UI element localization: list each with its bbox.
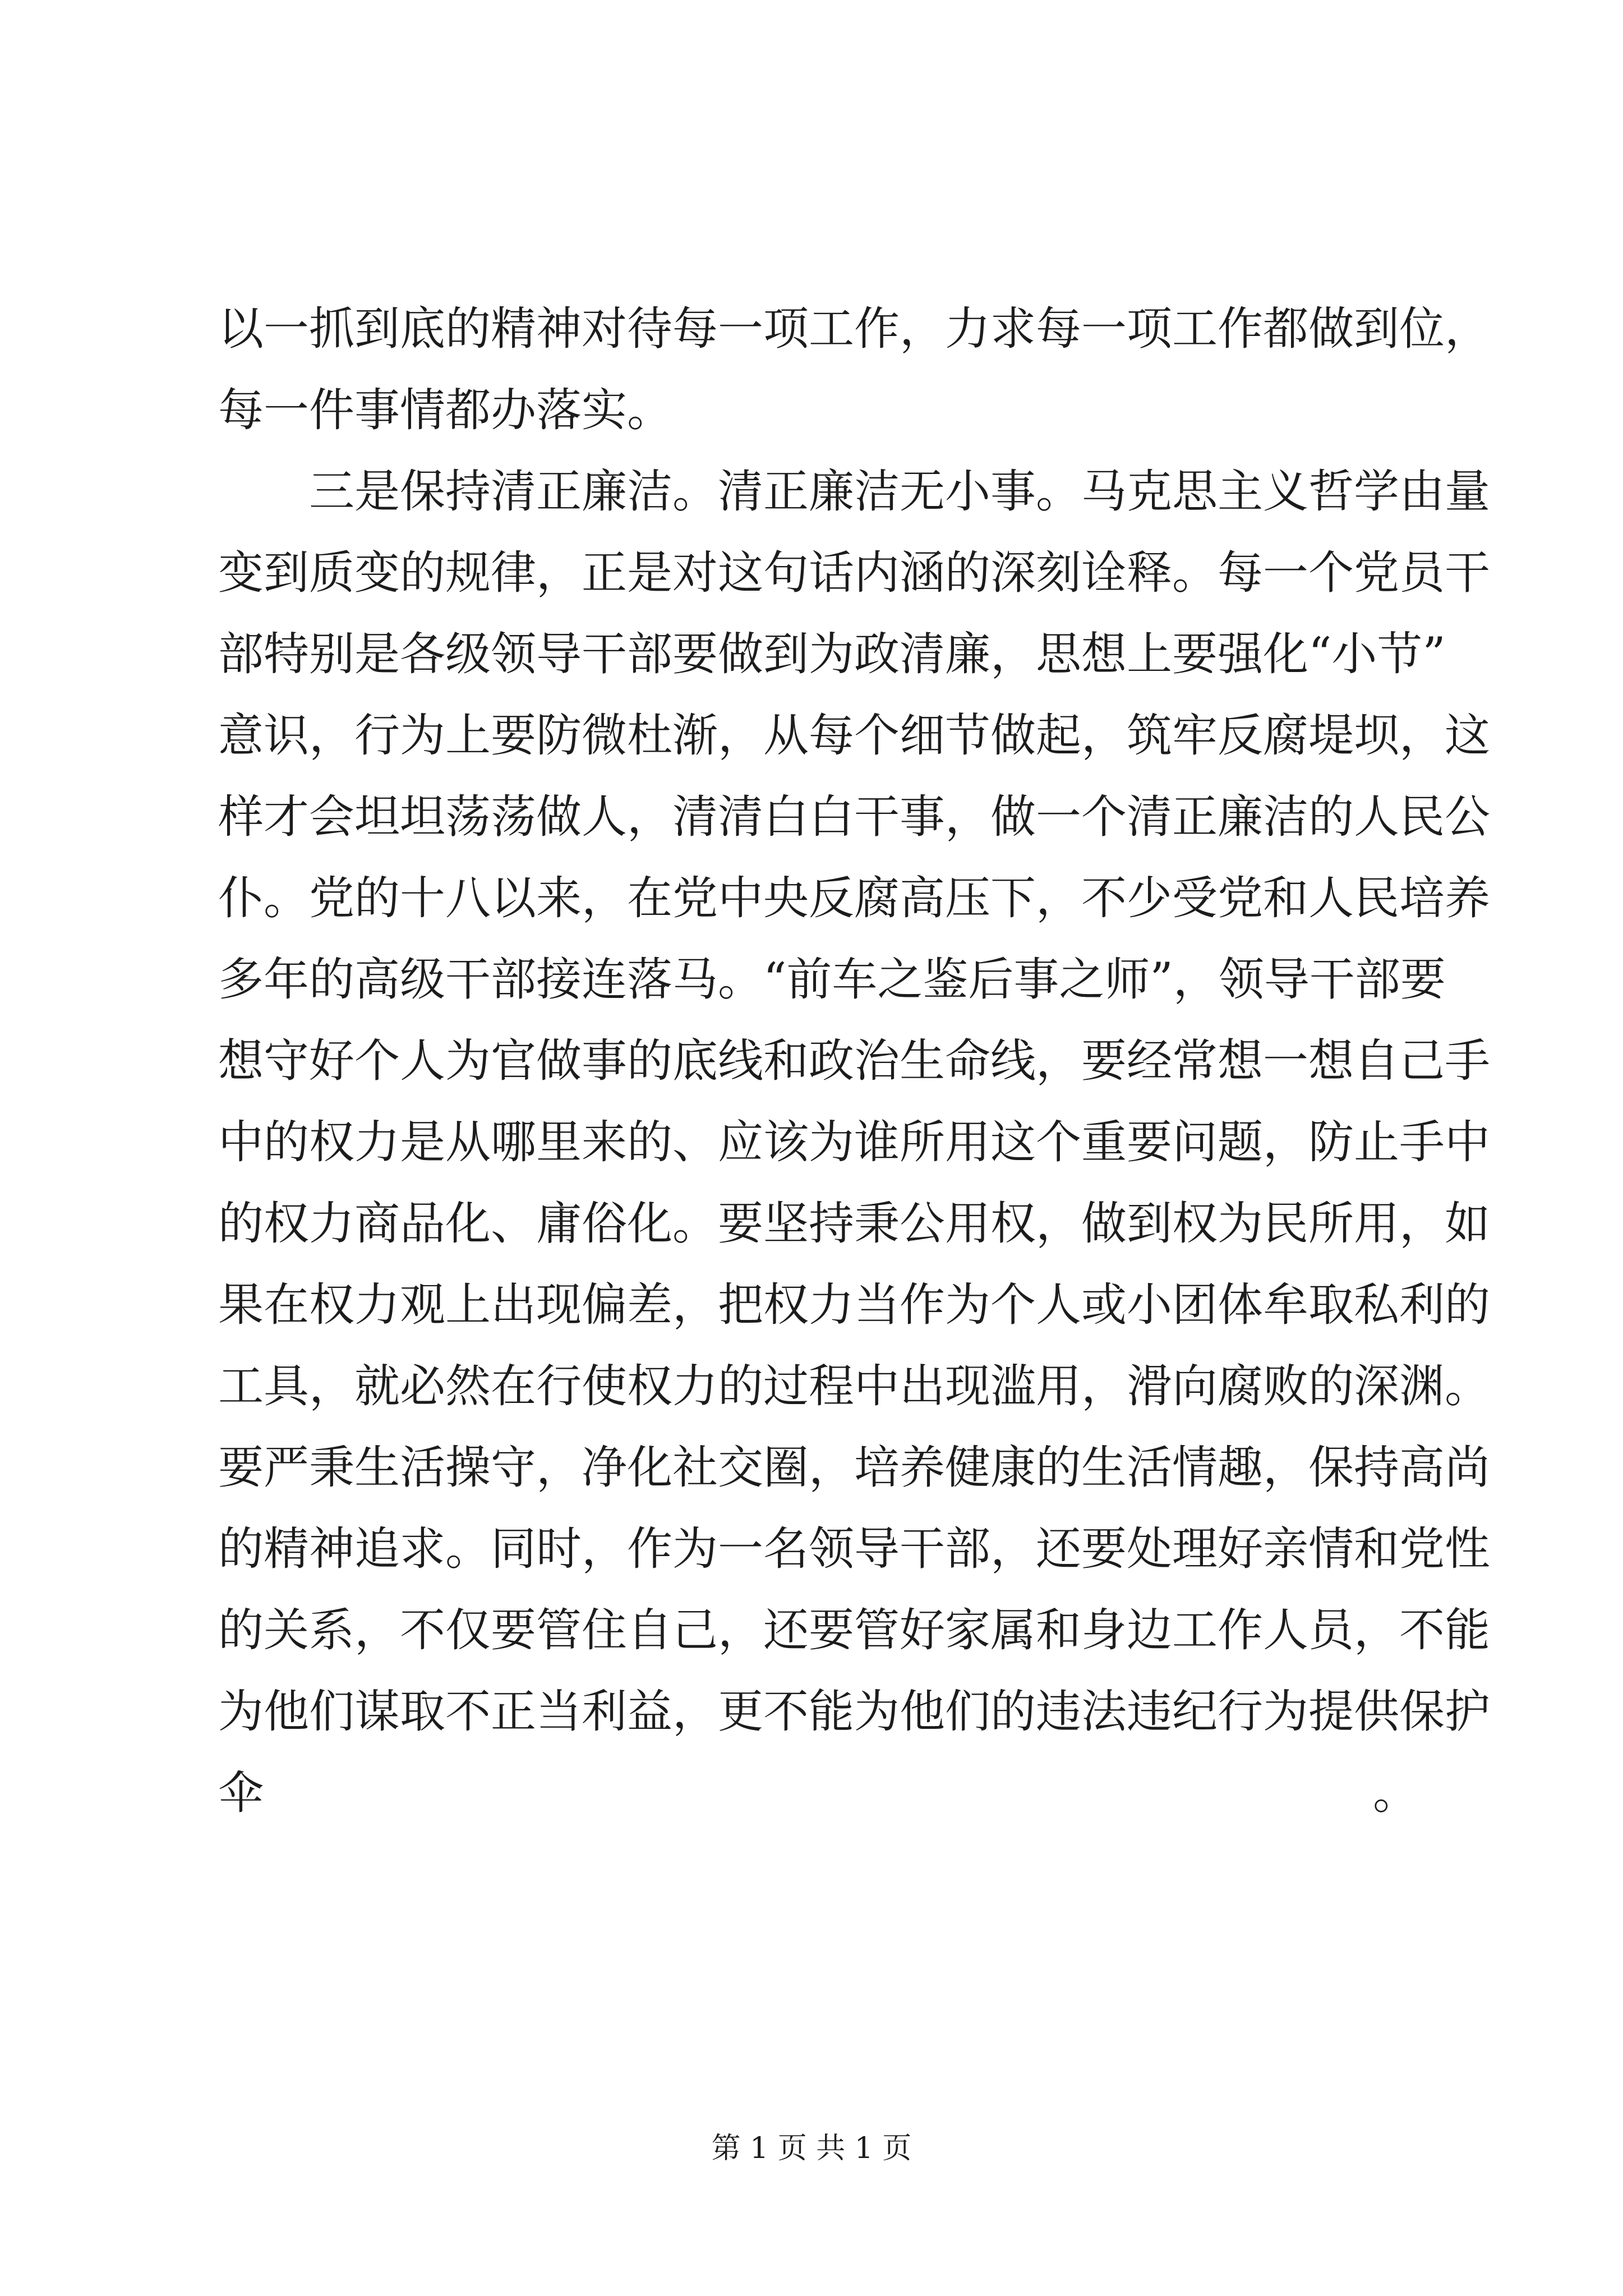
text-line: 样才会坦坦荡荡做人，清清白白干事，做一个清正廉洁的人民公 <box>218 791 1491 844</box>
text-line: 中的权力是从哪里来的、应该为谁所用这个重要问题，防止手中 <box>218 1116 1491 1169</box>
text-line <box>218 1834 1418 1916</box>
text-line: 的权力商品化、庸俗化。要坚持秉公用权，做到权为民所用，如 <box>218 1198 1491 1250</box>
text-line: 每一件事情都办落实。 <box>218 384 673 437</box>
text-line: 以一抓到底的精神对待每一项工作，力求每一项工作都做到位， <box>218 303 1491 356</box>
text-line: 仆。党的十八以来，在党中央反腐高压下，不少受党和人民培养 <box>218 872 1491 925</box>
page-footer <box>0 2132 1623 2165</box>
text-line: 多年的高级干部接连落马。“前车之鉴后事之师”，领导干部要 <box>218 954 1446 1006</box>
text-line: 意识，行为上要防微杜渐，从每个细节做起，筑牢反腐堤坝，这 <box>218 710 1491 762</box>
document-body <box>218 289 1491 1916</box>
text-line: 为他们谋取不正当利益，更不能为他们的违法违纪行为提供保护 <box>218 1686 1491 1738</box>
text-line: 想守好个人为官做事的底线和政治生命线，要经常想一想自己手 <box>218 1035 1491 1088</box>
text-line: 部特别是各级领导干部要做到为政清廉，思想上要强化“小节” <box>218 628 1446 681</box>
text-line: 要严秉生活操守，净化社交圈，培养健康的生活情趣，保持高尚 <box>218 1442 1491 1494</box>
text-line: 变到质变的规律，正是对这句话内涵的深刻诠释。每一个党员干 <box>218 547 1491 600</box>
text-line: 工具，就必然在行使权力的过程中出现滥用，滑向腐败的深渊。 <box>218 1360 1491 1413</box>
text-line: 伞。 <box>218 1767 1418 1820</box>
text-line: 的精神追求。同时，作为一名领导干部，还要处理好亲情和党性 <box>218 1523 1491 1576</box>
page-number-label: 第 1 页 共 1 页 <box>711 2132 912 2165</box>
text-line: 果在权力观上出现偏差，把权力当作为个人或小团体牟取私利的 <box>218 1279 1491 1332</box>
text-line: 的关系，不仅要管住自己，还要管好家属和身边工作人员，不能 <box>218 1604 1491 1657</box>
paragraph-first-line: 三是保持清正廉洁。清正廉洁无小事。马克思主义哲学由量 <box>309 466 1491 518</box>
